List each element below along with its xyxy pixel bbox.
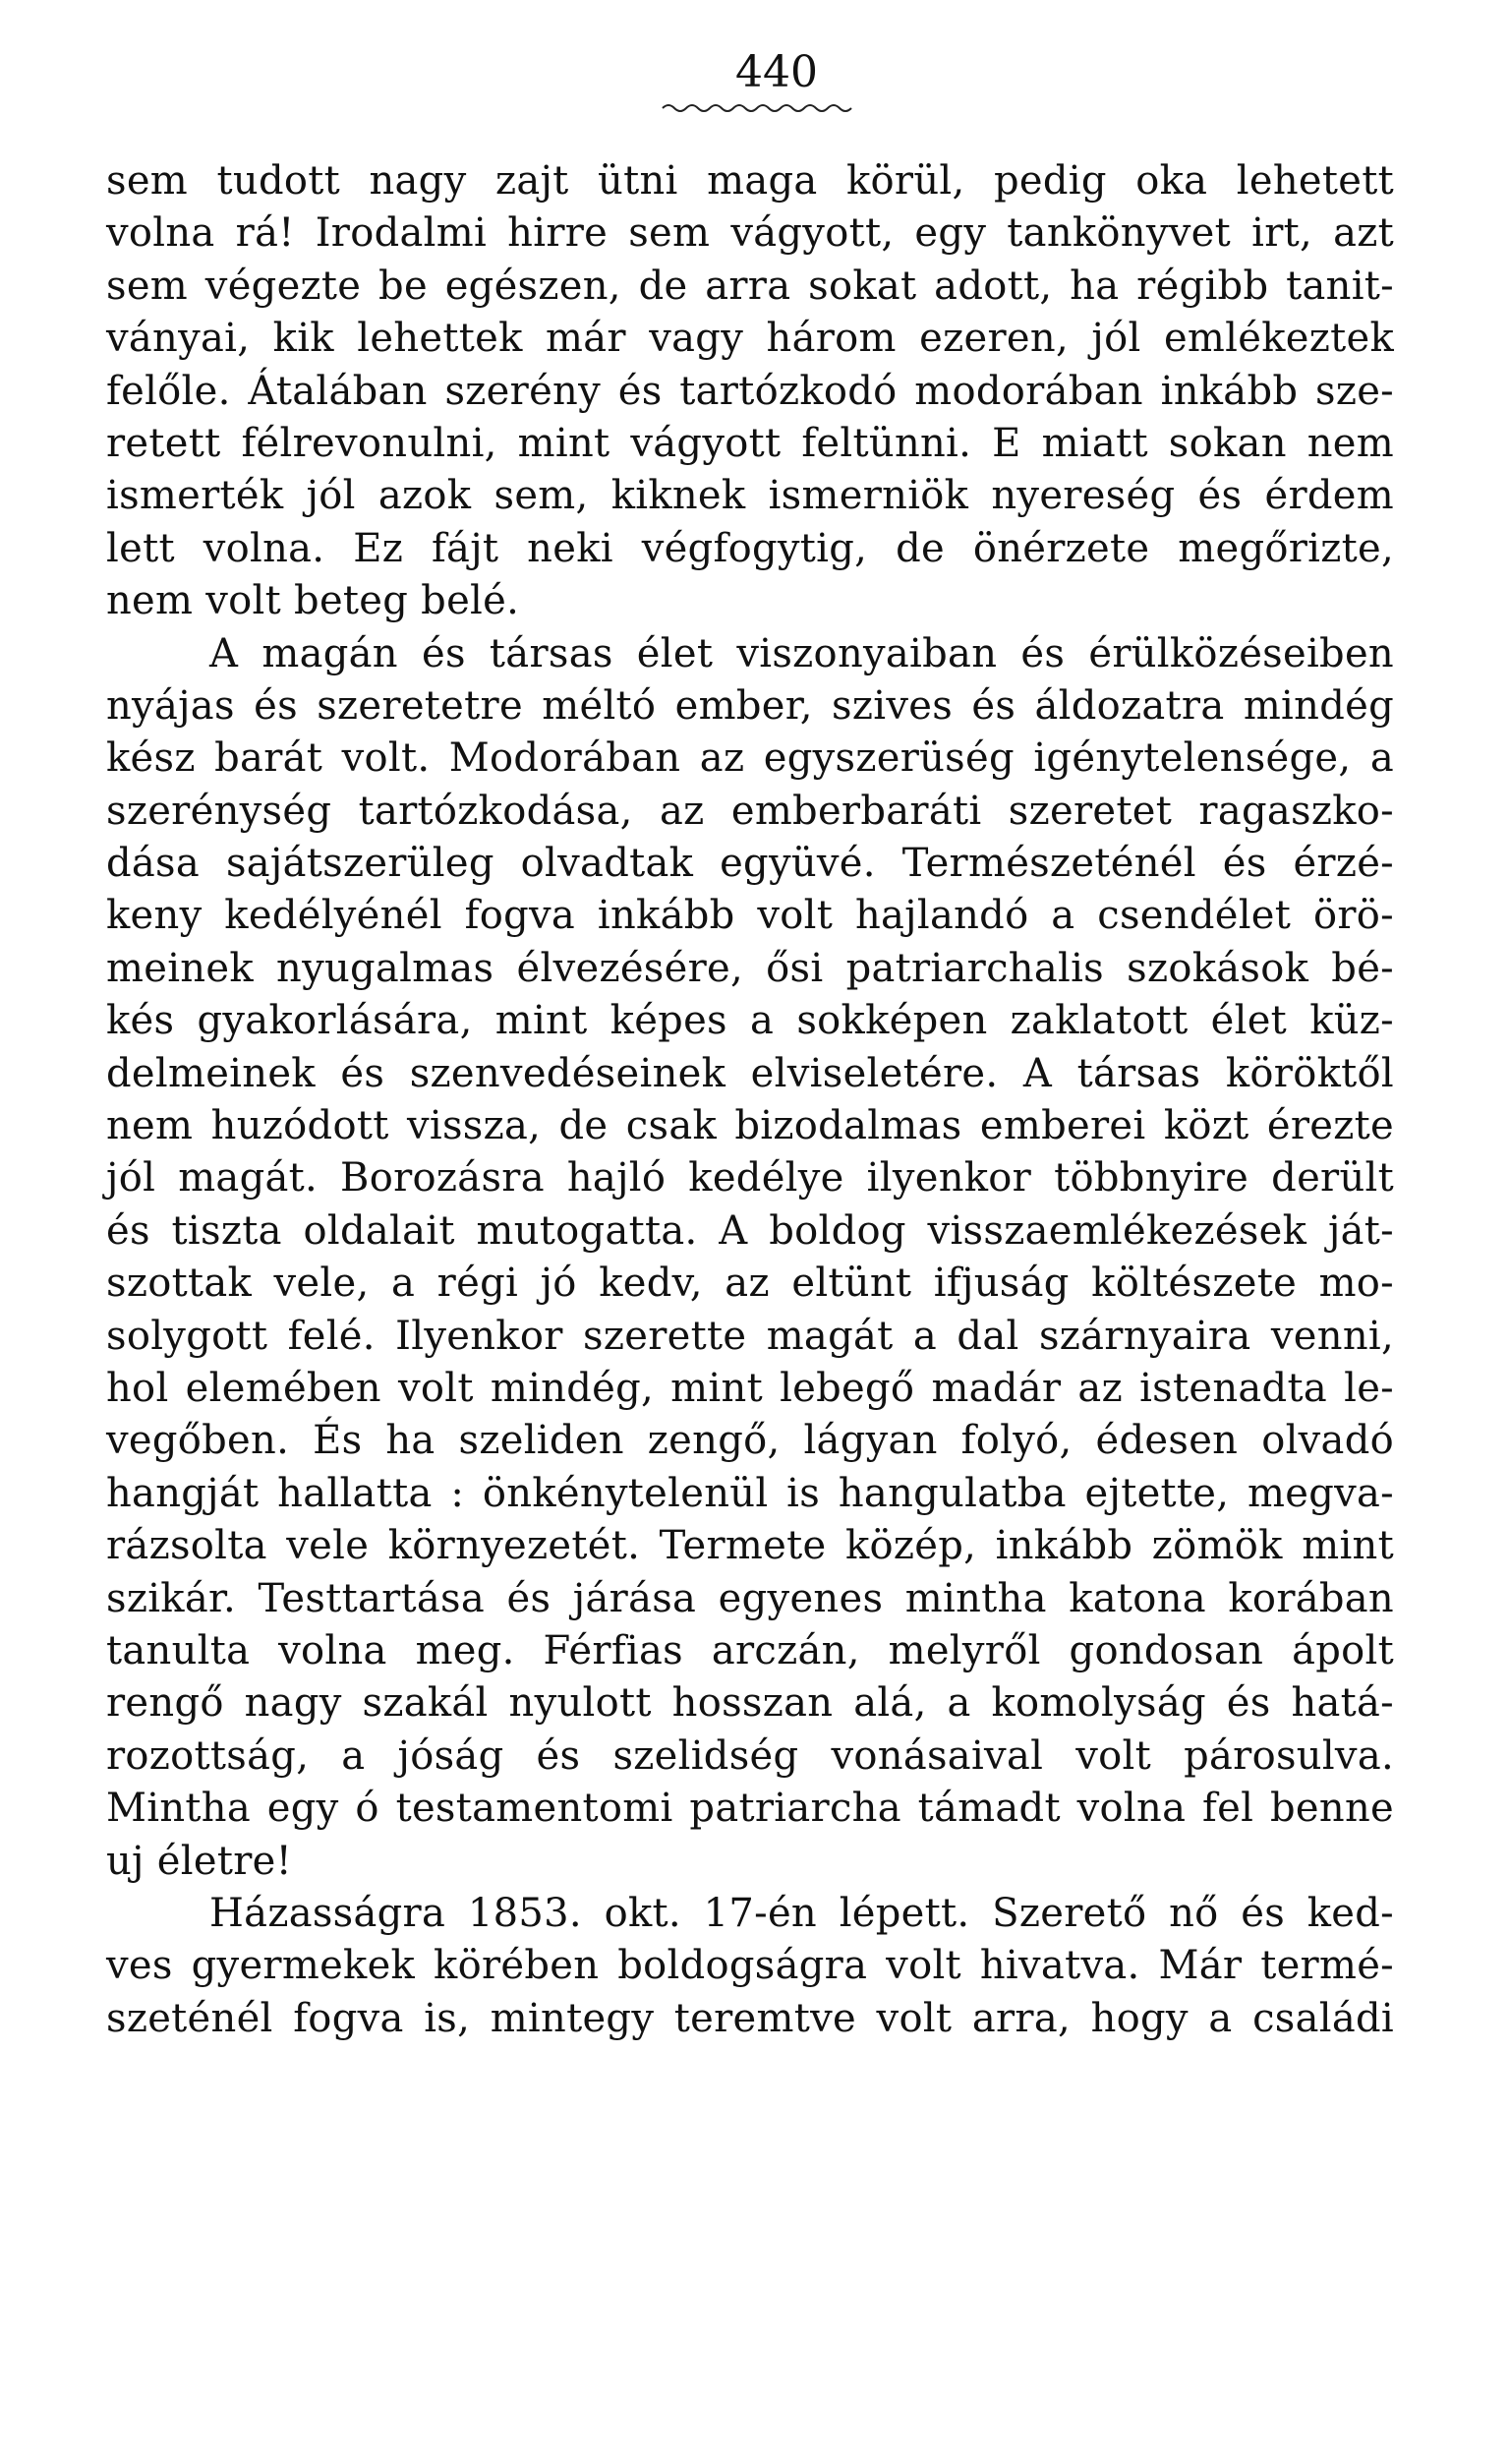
text-line: szottak vele, a régi jó kedv, az eltünt ifjuság költészete mo-	[106, 1261, 1394, 1307]
text-line: sem végezte be egészen, de arra sokat adott, ha régibb tanit-	[106, 263, 1394, 309]
text-line: nem volt beteg belé.	[106, 578, 520, 624]
text-line: nyájas és szeretetre méltó ember, szives és áldozatra mindég	[106, 682, 1394, 729]
text-line: delmeinek és szenvedéseinek elviseletére. A társas köröktől	[106, 1050, 1394, 1096]
body-text	[106, 155, 1394, 2045]
text-line: ismerték jól azok sem, kiknek ismerniök nyereség és érdem	[106, 473, 1394, 519]
text-line: keny kedélyénél fogva inkább volt hajlandó a csendélet örö-	[106, 893, 1394, 939]
text-line: sem tudott nagy zajt ütni maga körül, pedig oka lehetett	[106, 158, 1394, 204]
text-line: ves gyermekek körében boldogságra volt hivatva. Már termé-	[106, 1943, 1394, 1989]
text-line: tanulta volna meg. Férfias arczán, melyről gondosan ápolt	[106, 1627, 1394, 1673]
text-line: vegőben. És ha szeliden zengő, lágyan folyó, édesen olvadó	[106, 1418, 1394, 1464]
text-line: Mintha egy ó testamentomi patriarcha támadt volna fel benne	[106, 1786, 1394, 1832]
text-line: rozottság, a jóság és szelidség vonásaival volt párosulva.	[106, 1732, 1394, 1779]
paragraph	[106, 155, 1394, 628]
text-line: szikár. Testtartása és járása egyenes mintha katona korában	[106, 1575, 1394, 1621]
text-line: szerénység tartózkodása, az emberbaráti szeretet ragaszko-	[106, 788, 1394, 834]
text-line: dása sajátszerüleg olvadtak együvé. Természeténél és érzé-	[106, 841, 1394, 887]
text-line: A magán és társas élet viszonyaiban és érülközéseiben	[209, 630, 1394, 676]
text-line: solygott felé. Ilyenkor szerette magát a dal szárnyaira venni,	[106, 1313, 1394, 1359]
page-number-ornament	[661, 101, 857, 115]
text-line: jól magát. Borozásra hajló kedélye ilyenkor többnyire derült	[106, 1155, 1394, 1202]
text-line: ványai, kik lehettek már vagy három ezeren, jól emlékeztek	[106, 316, 1394, 362]
text-line: uj életre!	[106, 1838, 292, 1884]
text-line: retett félrevonulni, mint vágyott feltünni. E miatt sokan nem	[106, 420, 1394, 466]
text-line: nem huzódott vissza, de csak bizodalmas emberei közt érezte	[106, 1103, 1394, 1149]
paragraph	[106, 1888, 1394, 2045]
text-line: meinek nyugalmas élvezésére, ősi patriarchalis szokások bé-	[106, 945, 1394, 991]
text-line: hangját hallatta : önkénytelenül is hangulatba ejtette, megva-	[106, 1470, 1394, 1516]
text-line: kész barát volt. Modorában az egyszerüség igénytelensége, a	[106, 735, 1394, 782]
text-line: rázsolta vele környezetét. Termete közép, inkább zömök mint	[106, 1523, 1394, 1569]
text-line: rengő nagy szakál nyulott hosszan alá, a komolyság és hatá-	[106, 1680, 1394, 1727]
text-line: Házasságra 1853. okt. 17-én lépett. Szerető nő és ked-	[209, 1890, 1394, 1936]
text-line: felőle. Átalában szerény és tartózkodó modorában inkább sze-	[106, 368, 1394, 414]
text-line: hol elemében volt mindég, mint lebegő madár az istenadta le-	[106, 1365, 1394, 1411]
text-line: szeténél fogva is, mintegy teremtve volt arra, hogy a családi	[106, 1995, 1394, 2041]
text-line: volna rá! Irodalmi hirre sem vágyott, egy tankönyvet irt, azt	[106, 210, 1394, 257]
page-number	[0, 47, 1509, 97]
text-line: és tiszta oldalait mutogatta. A boldog visszaemlékezések ját-	[106, 1207, 1394, 1254]
page-number-text: 440	[735, 47, 818, 97]
paragraph	[106, 628, 1394, 1888]
text-line: lett volna. Ez fájt neki végfogytig, de önérzete megőrizte,	[106, 525, 1394, 571]
text-line: kés gyakorlására, mint képes a sokképen zaklatott élet küz-	[106, 998, 1394, 1044]
